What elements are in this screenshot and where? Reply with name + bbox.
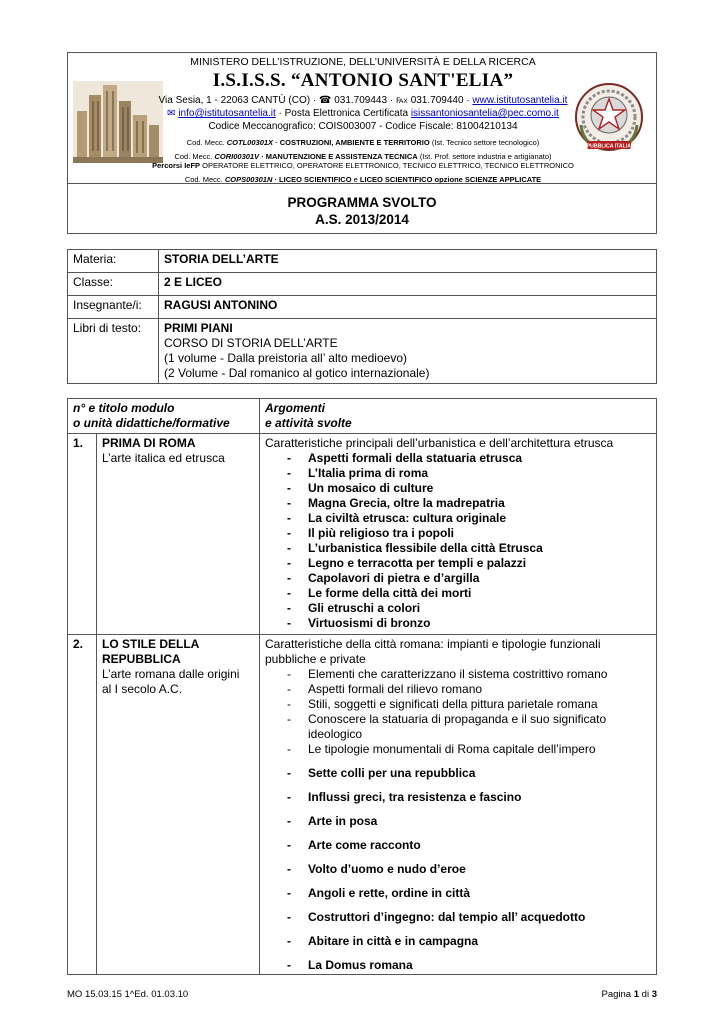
list-item: - La civiltà etrusca: cultura originale xyxy=(265,511,651,526)
materia-row xyxy=(68,250,657,273)
mecc-line-1 xyxy=(68,137,658,149)
libri-line-1: CORSO DI STORIA DELL’ARTE xyxy=(164,336,338,350)
pec-email-link[interactable]: isissantoniosantelia@pec.como.it xyxy=(410,108,559,119)
mecc3-name2: LICEO SCIENTIFICO opzione SCIENZE APPLICATE xyxy=(359,175,542,184)
page-number: 1 xyxy=(633,989,640,1000)
list-item: - Angoli e rette, ordine in città xyxy=(265,886,651,901)
topic-list xyxy=(265,667,651,757)
materia-value: STORIA DELL’ARTE xyxy=(159,250,657,273)
letterhead xyxy=(67,52,657,234)
footer-left: MO 15.03.15 1^Ed. 01.03.10 xyxy=(67,989,189,1000)
module-subtitle-line1: L’arte romana dalle origini xyxy=(102,667,240,681)
list-item: - Magna Grecia, oltre la madrepatria xyxy=(265,496,651,511)
iefp-text: OPERATORE ELETTRICO, OPERATORE ELETTRONICO, TECNICO ELETTRICO, TECNICO ELETTRONICO xyxy=(202,161,574,170)
module-row-1 xyxy=(68,434,657,635)
module-subtitle: L’arte italica ed etrusca xyxy=(102,451,225,465)
col2-title-line1: Argomenti xyxy=(265,401,325,415)
module-title: PRIMA DI ROMA xyxy=(102,436,196,450)
mecc-line-2 xyxy=(68,152,658,161)
page-label: Pagina xyxy=(601,989,632,1000)
list-item: - Elementi che caratterizzano il sistema costrittivo romano xyxy=(265,667,651,682)
module-row-2 xyxy=(68,635,657,975)
mecc-line-3 xyxy=(68,174,658,186)
module-title-cell xyxy=(97,434,260,635)
mecc1-note: (Ist. Tecnico settore tecnologico) xyxy=(431,138,540,147)
school-name: I.S.I.S.S. “ANTONIO SANT'ELIA” xyxy=(212,70,514,91)
program-title: PROGRAMMA SVOLTO xyxy=(287,195,437,210)
pec-label: · Posta Elettronica Certificata xyxy=(278,108,409,119)
list-item: - L’urbanistica flessibile della città Etrusca xyxy=(265,541,651,556)
list-item: - Costruttori d’ingegno: dal tempio all’ acquedotto xyxy=(265,910,651,925)
insegnante-value: RAGUSI ANTONINO xyxy=(159,296,657,319)
list-item: - Arte in posa xyxy=(265,814,651,829)
list-item: - Conoscere la statuaria di propaganda e il suo significato ideologico xyxy=(265,712,651,742)
email-link[interactable]: info@istitutosantelia.it xyxy=(178,108,276,119)
course-info-table xyxy=(67,249,657,384)
list-item: - Aspetti formali del rilievo romano xyxy=(265,682,651,697)
module-topics-cell xyxy=(260,635,657,975)
materia-label: Materia: xyxy=(68,250,159,273)
header-divider xyxy=(68,183,656,184)
classe-value: 2 E LICEO xyxy=(159,273,657,296)
email-line xyxy=(68,107,658,120)
fax-icon: ℻ xyxy=(395,95,408,106)
phone-number: 031.709443 · xyxy=(334,95,394,106)
module-intro-line1: Caratteristiche della città romana: impianti e tipologie funzionali xyxy=(265,637,601,651)
address-line xyxy=(68,94,658,107)
col1-title-line1: n° e titolo modulo xyxy=(73,401,175,415)
module-intro-line2: pubbliche e private xyxy=(265,652,366,666)
topic-list xyxy=(265,451,651,631)
insegnante-label: Insegnante/i: xyxy=(68,296,159,319)
modules-header-row xyxy=(68,399,657,434)
classe-label: Classe: xyxy=(68,273,159,296)
phone-icon: ☎ xyxy=(318,95,332,106)
list-item: - Gli etruschi a colori xyxy=(265,601,651,616)
topic-list-bold xyxy=(265,766,651,973)
list-item: - Virtuosismi di bronzo xyxy=(265,616,651,631)
mecc2-name: · MANUTENZIONE E ASSISTENZA TECNICA xyxy=(261,152,418,161)
libri-label: Libri di testo: xyxy=(68,319,159,384)
codes-line: Codice Meccanografico: COIS003007 - Codice Fiscale: 81004210134 xyxy=(208,121,518,132)
insegnante-row xyxy=(68,296,657,319)
col2-title-line2: e attività svolte xyxy=(265,416,352,430)
iefp-label: Percorsi IeFP xyxy=(152,161,201,170)
module-topics-cell xyxy=(260,434,657,635)
iefp-line xyxy=(68,161,658,171)
mecc1-prefix: Cod. Mecc. xyxy=(186,138,225,147)
list-item: - Il più religioso tra i popoli xyxy=(265,526,651,541)
mail-icon: ✉ xyxy=(167,108,176,119)
module-number: 2. xyxy=(68,635,97,975)
mecc3-and: e xyxy=(353,175,358,184)
mecc1-code: COTL00301X xyxy=(226,138,274,147)
libri-line-2: (1 volume - Dalla preistoria all’ alto medioevo) xyxy=(164,351,407,365)
list-item: - Aspetti formali della statuaria etrusca xyxy=(265,451,651,466)
module-subtitle-line2: al I secolo A.C. xyxy=(102,682,183,696)
website-link[interactable]: www.istitutosantelia.it xyxy=(472,95,568,106)
list-item: - La Domus romana xyxy=(265,958,651,973)
list-item: - Le tipologie monumentali di Roma capitale dell’impero xyxy=(265,742,651,757)
module-intro: Caratteristiche principali dell’urbanistica e dell’architettura etrusca xyxy=(265,436,614,450)
list-item: - Un mosaico di culture xyxy=(265,481,651,496)
module-number: 1. xyxy=(68,434,97,635)
modules-header-col2 xyxy=(260,399,657,434)
emblem-ribbon-text: REPUBBLICA ITALIANA xyxy=(579,143,639,150)
list-item: - Le forme della città dei morti xyxy=(265,586,651,601)
fax-number: 031.709440 · xyxy=(410,95,470,106)
list-item: - Abitare in città e in campagna xyxy=(265,934,651,949)
modules-table xyxy=(67,398,657,975)
libri-value xyxy=(159,319,657,384)
address: Via Sesia, 1 - 22063 CANTÙ (CO) · xyxy=(158,95,317,106)
list-item: - Sette colli per una repubblica xyxy=(265,766,651,781)
list-item: - L’Italia prima di roma xyxy=(265,466,651,481)
page-total: 3 xyxy=(651,989,657,1000)
list-item: - Capolavori di pietra e d’argilla xyxy=(265,571,651,586)
ministry-line: MINISTERO DELL’ISTRUZIONE, DELL’UNIVERSITÀ E DELLA RICERCA xyxy=(190,56,536,68)
list-item: - Influssi greci, tra resistenza e fascino xyxy=(265,790,651,805)
list-item: - Volto d’uomo e nudo d’eroe xyxy=(265,862,651,877)
libri-row xyxy=(68,319,657,384)
mecc2-prefix: Cod. Mecc. xyxy=(174,152,213,161)
mecc3-name1: · LICEO SCIENTIFICO xyxy=(274,175,352,184)
libri-title: PRIMI PIANI xyxy=(164,321,233,335)
mecc2-code: CORI00301V xyxy=(214,152,260,161)
mecc3-code: COPS00301N xyxy=(224,175,273,184)
libri-line-3: (2 Volume - Dal romanico al gotico internazionale) xyxy=(164,366,430,380)
module-title-line1: LO STILE DELLA xyxy=(102,637,200,651)
list-item: - Arte come racconto xyxy=(265,838,651,853)
modules-header-col1 xyxy=(68,399,260,434)
module-title-line2: REPUBBLICA xyxy=(102,652,181,666)
footer-page xyxy=(601,989,657,1000)
col1-title-line2: o unità didattiche/formative xyxy=(73,416,230,430)
list-item: - Stili, soggetti e significati della pittura parietale romana xyxy=(265,697,651,712)
classe-row xyxy=(68,273,657,296)
program-year: A.S. 2013/2014 xyxy=(315,212,409,227)
list-item: - Legno e terracotta per templi e palazzi xyxy=(265,556,651,571)
module-title-cell xyxy=(97,635,260,975)
mecc1-name: · COSTRUZIONI, AMBIENTE E TERRITORIO xyxy=(275,138,430,147)
mecc2-note: (Ist. Prof. settore industria e artigianato) xyxy=(419,152,552,161)
page-of: di xyxy=(641,989,650,1000)
mecc3-prefix: Cod. Mecc. xyxy=(184,175,223,184)
